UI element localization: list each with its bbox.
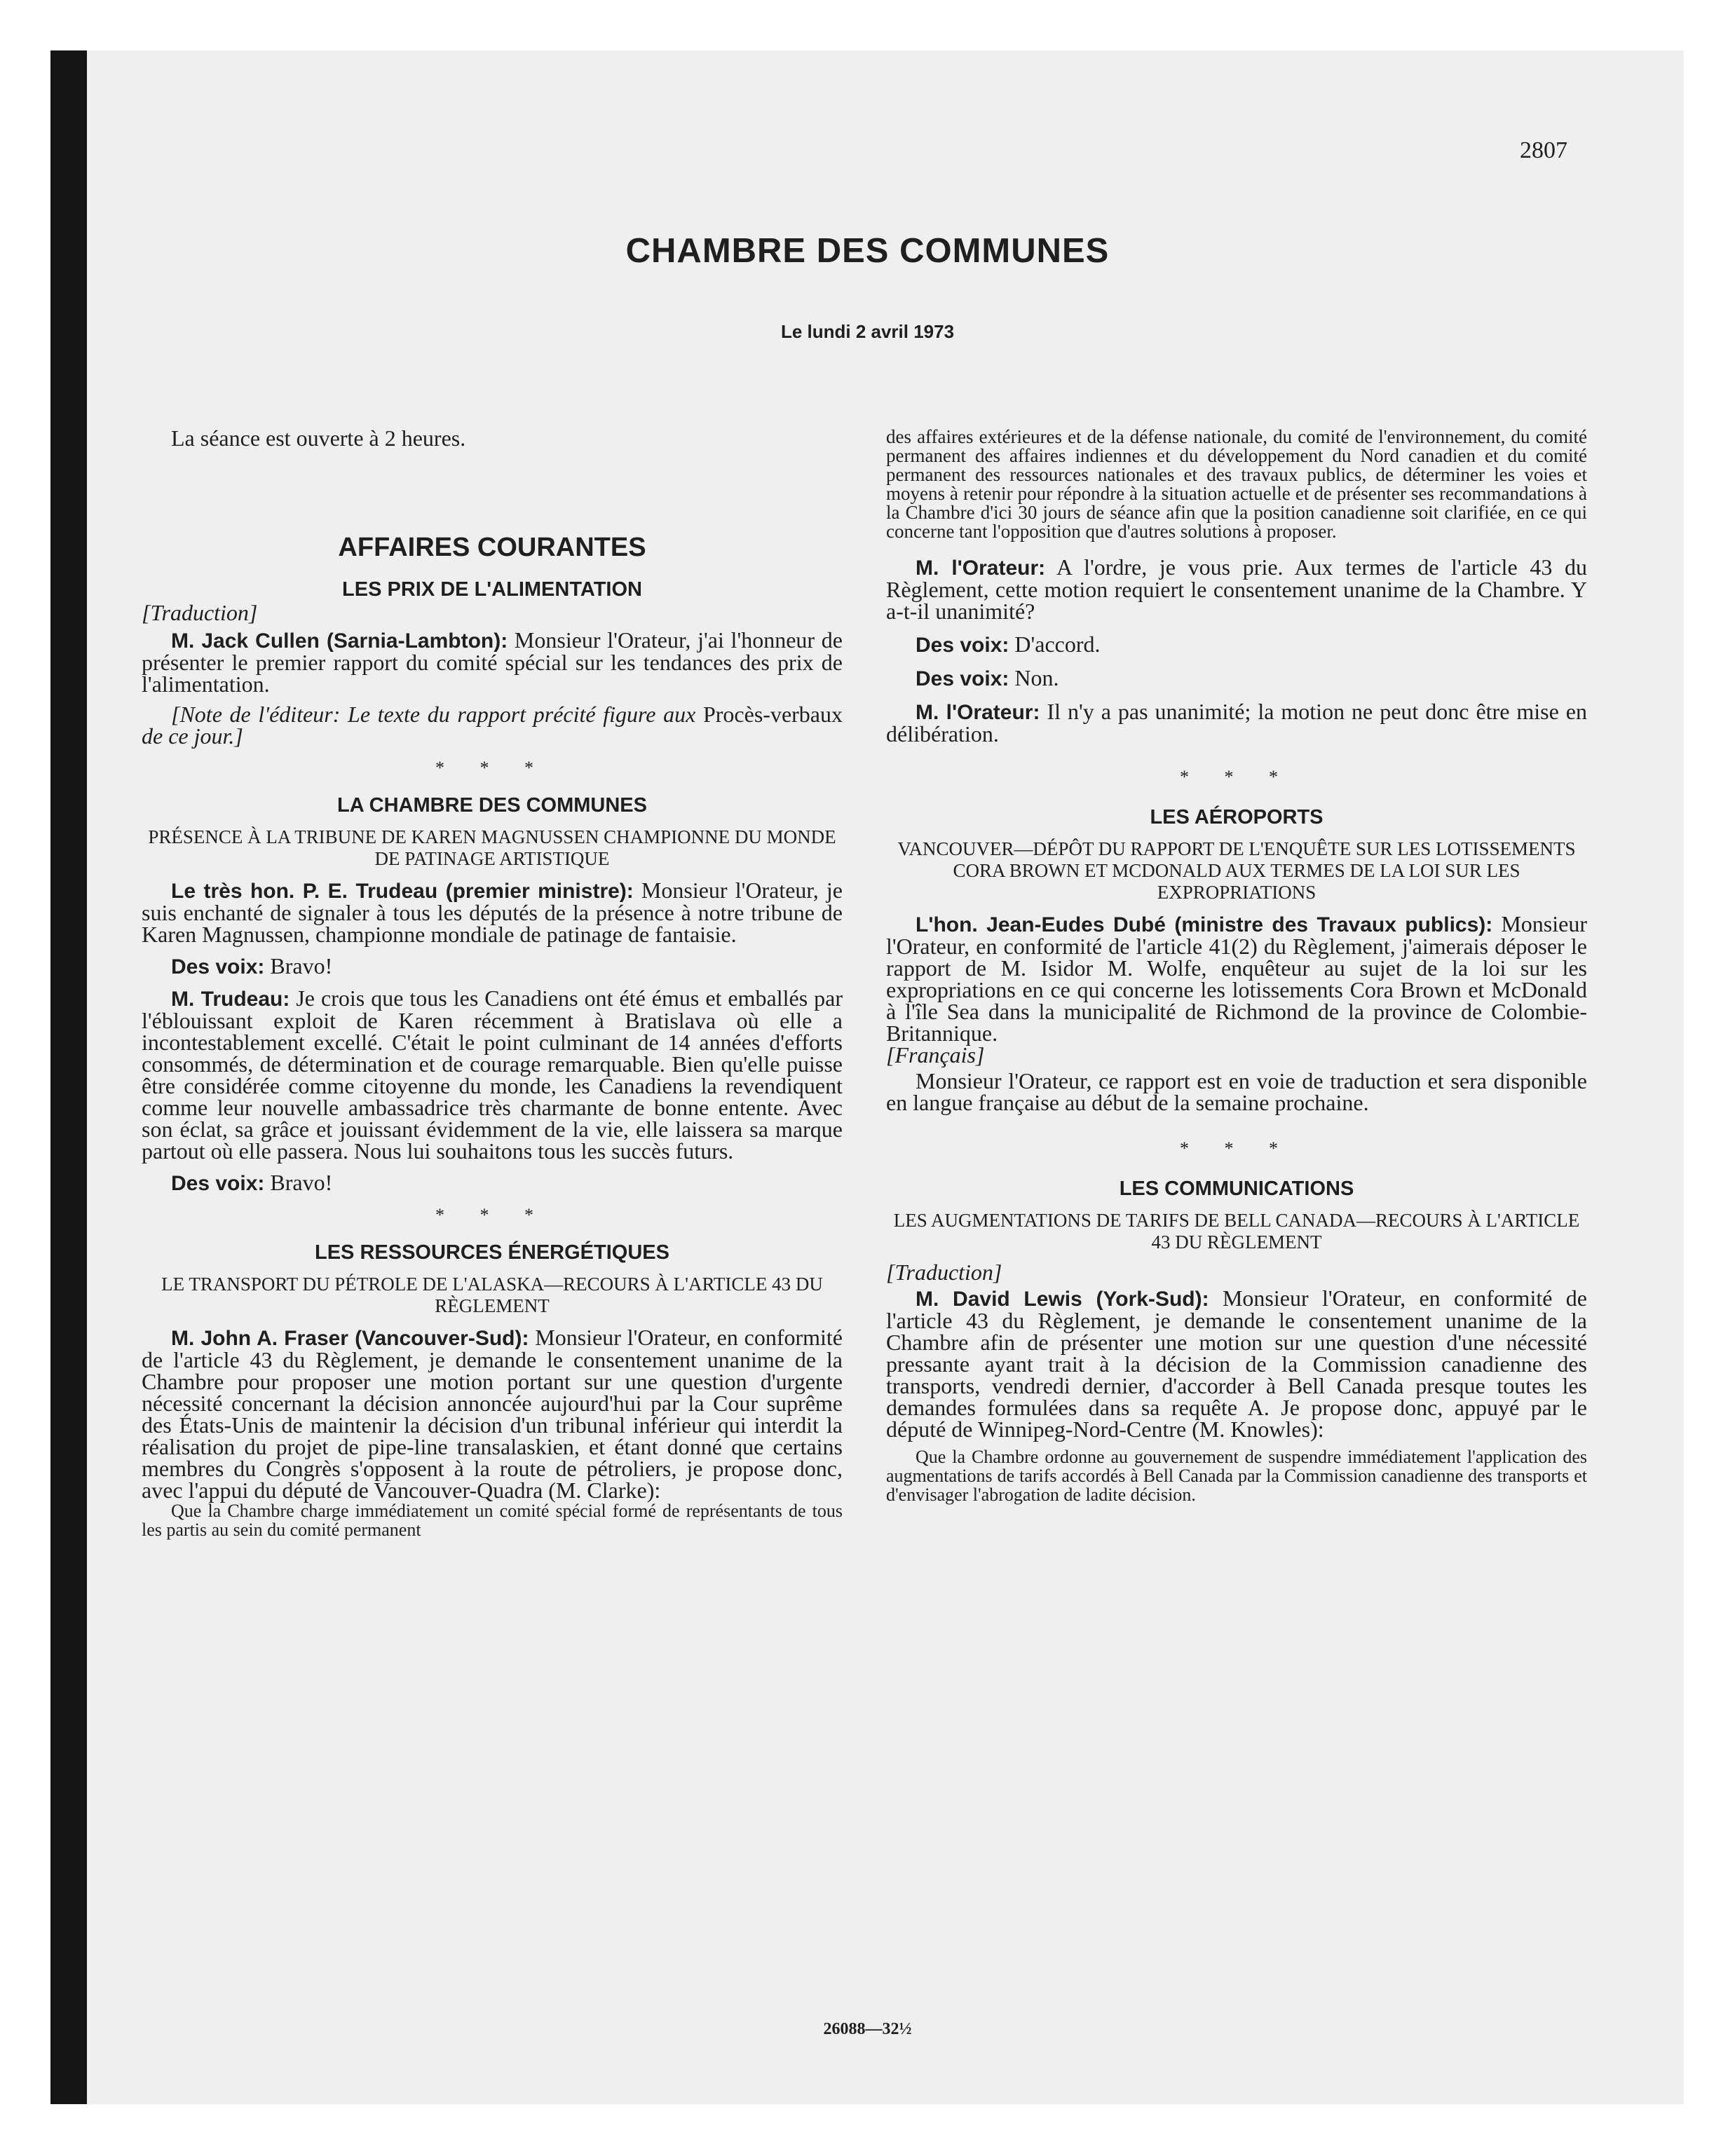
interjection-bravo-2 <box>142 1172 843 1194</box>
speech-cullen <box>142 629 843 695</box>
speech-text: Monsieur l'Orateur, je suis enchanté de signaler à tous les députés de la présence à notre tribune de Karen Magnussen, championne mondiale de patinage de fantaisie. <box>142 878 843 947</box>
motion-lewis: Que la Chambre ordonne au gouvernement de suspendre immédiatement l'application des augmentations de tarifs accordés à Bell Canada par la Commission canadienne des transports et d'envisager l'abrogation de ladite décision. <box>886 1447 1587 1505</box>
section-separator: * * * <box>435 1205 549 1225</box>
caption-vancouver-rapport: VANCOUVER—DÉPÔT DU RAPPORT DE L'ENQUÊTE SUR LES LOTISSEMENTS CORA BROWN ET MCDONALD AUX TERMES DE LA LOI SUR LES EXPROPRIATIONS <box>897 838 1576 903</box>
speaker-name: Des voix: <box>171 955 265 978</box>
section-heading-aeroports: LES AÉROPORTS <box>1150 806 1324 828</box>
speech-text: Monsieur l'Orateur, en conformité de l'article 41(2) du Règlement, j'aimerais déposer le rapport de M. Isidor M. Wolfe, enquêteur au sujet de la loi sur les expropriations en ce qui concerne les lotissements Cora Brown et McDonald à l'île Sea dans la municipalité de Richmond de la province de Colombie-Britannique. <box>886 911 1587 1046</box>
binding-edge <box>50 50 87 2104</box>
speech-orateur-2 <box>886 701 1587 745</box>
section-heading-affaires-courantes: AFFAIRES COURANTES <box>338 533 646 562</box>
page-number: 2807 <box>1520 137 1567 163</box>
speech-orateur-1 <box>886 554 1587 624</box>
speaker-name: M. Trudeau: <box>171 988 290 1011</box>
speech-text: D'accord. <box>1009 632 1101 657</box>
speech-text: Monsieur l'Orateur, en conformité de l'article 43 du Règlement, je demande le consentement unanime de la Chambre afin de présenter une motion sur une question d'une nécessité pressante ayant trait à la décision de la Commission canadienne des transports, vendredi dernier, d'accorder à Bell Canada presque toutes les demandes formulées dans sa requête A. Je propose donc, appuyé par le député de Winnipeg-Nord-Centre (M. Knowles): <box>886 1285 1587 1442</box>
editor-note-b: Procès-verbaux <box>702 702 843 727</box>
speech-dube <box>886 913 1587 1044</box>
speech-text: Je crois que tous les Canadiens ont été émus et emballés par l'éblouissant exploit de Karen récemment à Bratislava où elle a incontestablement excellé. C'était le point culminant de 14 années d'efforts consommés, de détermination et de courage remarquable. Bien qu'elle puisse être considérée comme citoyenne du monde, les Canadiens la revendiquent comme leur nouvelle ambassadrice très charmante de bonne entente. Avec son éclat, sa grâce et jouissant évidemment de la vie, elle laissera sa marque partout où elle passera. Nous lui souhaitons tous les succès futurs. <box>142 985 843 1164</box>
speaker-name: M. John A. Fraser (Vancouver-Sud): <box>171 1327 529 1350</box>
section-separator: * * * <box>435 758 549 778</box>
caption-magnussen: PRÉSENCE À LA TRIBUNE DE KAREN MAGNUSSEN CHAMPIONNE DU MONDE DE PATINAGE ARTISTIQUE <box>148 826 836 869</box>
speech-lewis <box>886 1285 1587 1442</box>
motion-fraser-start: Que la Chambre charge immédiatement un comité spécial formé de représentants de tous les partis au sein du comité permanent <box>142 1501 843 1540</box>
translation-tag: [Traduction] <box>142 600 258 625</box>
subheading-prix-alimentation: LES PRIX DE L'ALIMENTATION <box>342 578 642 601</box>
motion-fraser-continued: des affaires extérieures et de la défense nationale, du comité de l'environnement, du comité permanent des affaires indiennes et du développement du Nord canadien et du comité permanent des ressources nationales et des travaux publics, de déterminer les voies et moyens à retenir pour répondre à la situation actuelle et de présenter ses recommandations à la Chambre d'ici 30 jours de séance afin que la position canadienne soit clarifiée, en ce qui concerne tant l'opposition que d'autres solutions à proposer. <box>886 426 1587 542</box>
speaker-name: M. David Lewis (York-Sud): <box>916 1288 1209 1311</box>
speech-trudeau-1 <box>142 880 843 946</box>
opening-line: La séance est ouverte à 2 heures. <box>171 425 466 451</box>
section-separator: * * * <box>1180 1138 1293 1159</box>
speaker-name: Des voix: <box>916 634 1009 657</box>
speaker-name: M. Jack Cullen (Sarnia-Lambton): <box>171 629 508 653</box>
speech-text: Bravo! <box>264 1170 333 1195</box>
speech-text: Non. <box>1009 665 1059 690</box>
section-heading-communications: LES COMMUNICATIONS <box>1119 1178 1354 1200</box>
interjection-accord <box>886 634 1587 656</box>
section-separator: * * * <box>1180 767 1293 787</box>
speech-dube-2: Monsieur l'Orateur, ce rapport est en voie de traduction et sera disponible en langue française au début de la semaine prochaine. <box>886 1068 1587 1115</box>
interjection-non <box>886 667 1587 690</box>
editor-note <box>142 704 843 747</box>
caption-petrole-alaska: LE TRANSPORT DU PÉTROLE DE L'ALASKA—RECOURS À L'ARTICLE 43 DU RÈGLEMENT <box>161 1274 823 1316</box>
caption-bell-canada: LES AUGMENTATIONS DE TARIFS DE BELL CANADA—RECOURS À L'ARTICLE 43 DU RÈGLEMENT <box>893 1210 1580 1253</box>
translation-tag: [Traduction] <box>886 1260 1002 1285</box>
francais-tag: [Français] <box>886 1042 985 1067</box>
speaker-name: M. l'Orateur: <box>916 701 1040 724</box>
speech-fraser <box>142 1327 843 1501</box>
speaker-name: Des voix: <box>171 1172 265 1195</box>
sitting-date: Le lundi 2 avril 1973 <box>780 321 955 342</box>
section-heading-chambre: LA CHAMBRE DES COMMUNES <box>337 794 647 817</box>
page-title: CHAMBRE DES COMMUNES <box>625 232 1110 270</box>
editor-note-a: [Note de l'éditeur: Le texte du rapport précité figure aux <box>171 702 703 727</box>
speech-text: Monsieur l'Orateur, j'ai l'honneur de présenter le premier rapport du comité spécial sur les tendances des prix de l'alimentation. <box>142 627 843 697</box>
speech-text: A l'ordre, je vous prie. Aux termes de l'article 43 du Règlement, cette motion requiert le consentement unanime de la Chambre. Y a-t-il unanimité? <box>886 554 1587 624</box>
speaker-name: Le très hon. P. E. Trudeau (premier ministre): <box>171 880 634 903</box>
speech-text: Monsieur l'Orateur, en conformité de l'article 43 du Règlement, je demande le consentement unanime de la Chambre pour proposer une motion portant sur une question d'urgente nécessité concernant la décision annoncée aujourd'hui par la Cour suprême des États-Unis de maintenir la décision d'un tribunal inférieur qui interdit la réalisation du projet de pipe-line transalaskien, et étant donné que certains membres du Congrès s'opposent à la route de pétroliers, je propose donc, avec l'appui du député de Vancouver-Quadra (M. Clarke): <box>142 1325 843 1503</box>
footer-printer-mark: 26088—32½ <box>823 2020 912 2038</box>
speaker-name: Des voix: <box>916 667 1009 690</box>
right-column <box>886 428 1587 1504</box>
speaker-name: M. l'Orateur: <box>916 557 1046 580</box>
speech-trudeau-2 <box>142 985 843 1164</box>
speaker-name: L'hon. Jean-Eudes Dubé (ministre des Travaux publics): <box>916 913 1493 936</box>
left-column <box>142 425 843 1540</box>
editor-note-c: de ce jour.] <box>142 723 243 749</box>
speech-text: Bravo! <box>264 953 333 978</box>
interjection-bravo-1 <box>142 955 843 978</box>
section-heading-ressources: LES RESSOURCES ÉNERGÉTIQUES <box>315 1241 669 1264</box>
speech-text: Il n'y a pas unanimité; la motion ne peut donc être mise en délibération. <box>886 699 1587 746</box>
